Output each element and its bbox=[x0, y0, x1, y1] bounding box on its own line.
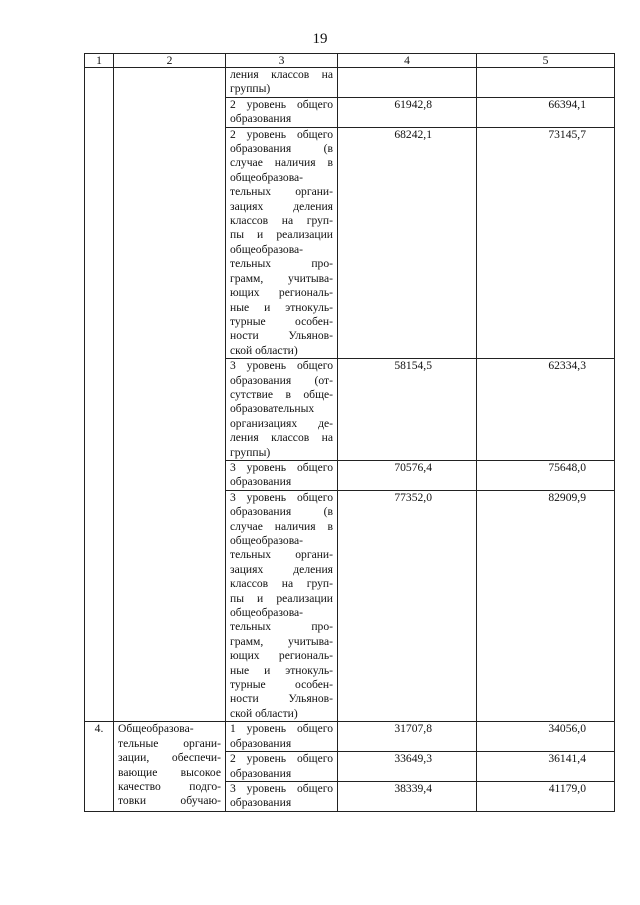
value-2025-cell: 75648,0 bbox=[477, 460, 615, 490]
education-level-line: грамм, учитыва- bbox=[230, 271, 333, 285]
page-number: 19 bbox=[312, 31, 328, 47]
education-level-line: общеобразова- bbox=[230, 170, 304, 184]
education-level-line: классов на груп- bbox=[230, 577, 333, 591]
education-level-line: 2 уровень общего bbox=[230, 97, 333, 111]
value-2025-cell bbox=[477, 68, 615, 98]
education-level-cell bbox=[226, 781, 338, 811]
table-row bbox=[85, 68, 615, 98]
education-level-line: 1 уровень общего bbox=[230, 722, 333, 736]
header-col-5: 5 bbox=[477, 54, 615, 68]
organization-type-line: вающие высокое bbox=[118, 765, 221, 779]
education-level-line: 3 уровень общего bbox=[230, 781, 333, 795]
education-level-line: образования (от- bbox=[230, 373, 333, 387]
education-level-line: образования bbox=[230, 736, 292, 750]
organization-type-line: зации, обеспечи- bbox=[118, 751, 221, 765]
education-level-line: образования bbox=[230, 796, 292, 810]
value-2024-cell bbox=[338, 68, 477, 98]
education-level-line: 3 уровень общего bbox=[230, 490, 333, 504]
education-level-line: турные особен- bbox=[230, 314, 333, 328]
education-level-cell bbox=[226, 359, 338, 461]
header-col-3: 3 bbox=[226, 54, 338, 68]
education-level-line: пы и реализации bbox=[230, 228, 333, 242]
education-level-line: группы) bbox=[230, 445, 271, 459]
row-number-cell: 4. bbox=[85, 722, 114, 811]
education-level-line: группы) bbox=[230, 82, 271, 96]
education-level-line: сутствие в обще- bbox=[230, 387, 333, 401]
education-level-line: образования (в bbox=[230, 142, 333, 156]
education-level-line: ющих региональ- bbox=[230, 649, 333, 663]
education-level-line: ности Ульянов- bbox=[230, 329, 333, 343]
value-2024-cell: 33649,3 bbox=[338, 752, 477, 782]
education-level-line: общеобразова- bbox=[230, 534, 304, 547]
education-level-line: грамм, учитыва- bbox=[230, 634, 333, 648]
value-2024-cell: 77352,0 bbox=[338, 490, 477, 722]
value-2024-cell: 58154,5 bbox=[338, 359, 477, 461]
education-level-line: ные и этнокуль- bbox=[230, 300, 333, 314]
education-level-cell bbox=[226, 68, 338, 98]
education-level-line: зациях деления bbox=[230, 199, 333, 213]
header-row bbox=[85, 54, 615, 68]
header-col-1: 1 bbox=[85, 54, 114, 68]
organization-type-line: товки обучаю- bbox=[118, 794, 221, 808]
education-level-line: классов на груп- bbox=[230, 214, 333, 228]
value-2024-cell: 61942,8 bbox=[338, 97, 477, 127]
value-2024-cell: 68242,1 bbox=[338, 127, 477, 359]
education-level-line: турные особен- bbox=[230, 678, 333, 692]
education-level-line: образования (в bbox=[230, 505, 333, 519]
header-col-2: 2 bbox=[114, 54, 226, 68]
education-level-line: случае наличия в bbox=[230, 519, 333, 533]
education-level-cell bbox=[226, 127, 338, 359]
education-level-cell bbox=[226, 722, 338, 752]
value-2025-cell: 36141,4 bbox=[477, 752, 615, 782]
education-level-cell bbox=[226, 752, 338, 782]
education-level-line: общеобразова- bbox=[230, 606, 304, 620]
organization-type-cell bbox=[114, 68, 226, 722]
education-level-line: ской области) bbox=[230, 343, 298, 357]
value-2025-cell: 41179,0 bbox=[477, 781, 615, 811]
education-level-line: ности Ульянов- bbox=[230, 692, 333, 706]
table-body bbox=[85, 68, 615, 812]
education-level-line: пы и реализации bbox=[230, 591, 333, 605]
education-level-line: образовательных bbox=[230, 402, 315, 416]
value-2025-cell: 34056,0 bbox=[477, 722, 615, 752]
education-level-line: зациях деления bbox=[230, 562, 333, 576]
value-2025-cell: 82909,9 bbox=[477, 490, 615, 722]
value-2024-cell: 70576,4 bbox=[338, 460, 477, 490]
education-level-line: организациях де- bbox=[230, 416, 333, 430]
education-level-line: 2 уровень общего bbox=[230, 752, 333, 766]
value-2025-cell: 66394,1 bbox=[477, 97, 615, 127]
organization-type-line: качество подго- bbox=[118, 779, 221, 793]
education-level-line: образования bbox=[230, 475, 292, 489]
organization-type-line: тельные органи- bbox=[118, 736, 221, 750]
education-level-line: 3 уровень общего bbox=[230, 460, 333, 474]
value-2024-cell: 31707,8 bbox=[338, 722, 477, 752]
education-level-line: тельных органи- bbox=[230, 185, 333, 199]
education-level-line: ные и этнокуль- bbox=[230, 663, 333, 677]
education-level-cell bbox=[226, 97, 338, 127]
value-2025-cell: 62334,3 bbox=[477, 359, 615, 461]
education-level-line: тельных про- bbox=[230, 257, 333, 271]
education-level-cell bbox=[226, 460, 338, 490]
education-level-line: образования bbox=[230, 112, 292, 126]
education-level-line: ской области) bbox=[230, 706, 298, 720]
education-level-cell bbox=[226, 490, 338, 722]
education-level-line: образования bbox=[230, 766, 292, 780]
education-level-line: 3 уровень общего bbox=[230, 359, 333, 373]
table-row bbox=[85, 722, 615, 752]
organization-type-line: Общеобразова- bbox=[118, 722, 194, 736]
row-number-cell bbox=[85, 68, 114, 722]
education-level-line: случае наличия в bbox=[230, 156, 333, 170]
education-level-line: общеобразова- bbox=[230, 242, 304, 256]
value-2025-cell: 73145,7 bbox=[477, 127, 615, 359]
header-col-4: 4 bbox=[338, 54, 477, 68]
education-level-line: тельных органи- bbox=[230, 548, 333, 562]
education-level-line: ления классов на bbox=[230, 431, 333, 445]
education-level-line: ления классов на bbox=[230, 68, 333, 81]
tariff-table bbox=[84, 53, 615, 812]
education-level-line: 2 уровень общего bbox=[230, 127, 333, 141]
education-level-line: ющих региональ- bbox=[230, 286, 333, 300]
education-level-line: тельных про- bbox=[230, 620, 333, 634]
value-2024-cell: 38339,4 bbox=[338, 781, 477, 811]
organization-type-cell bbox=[114, 722, 226, 811]
